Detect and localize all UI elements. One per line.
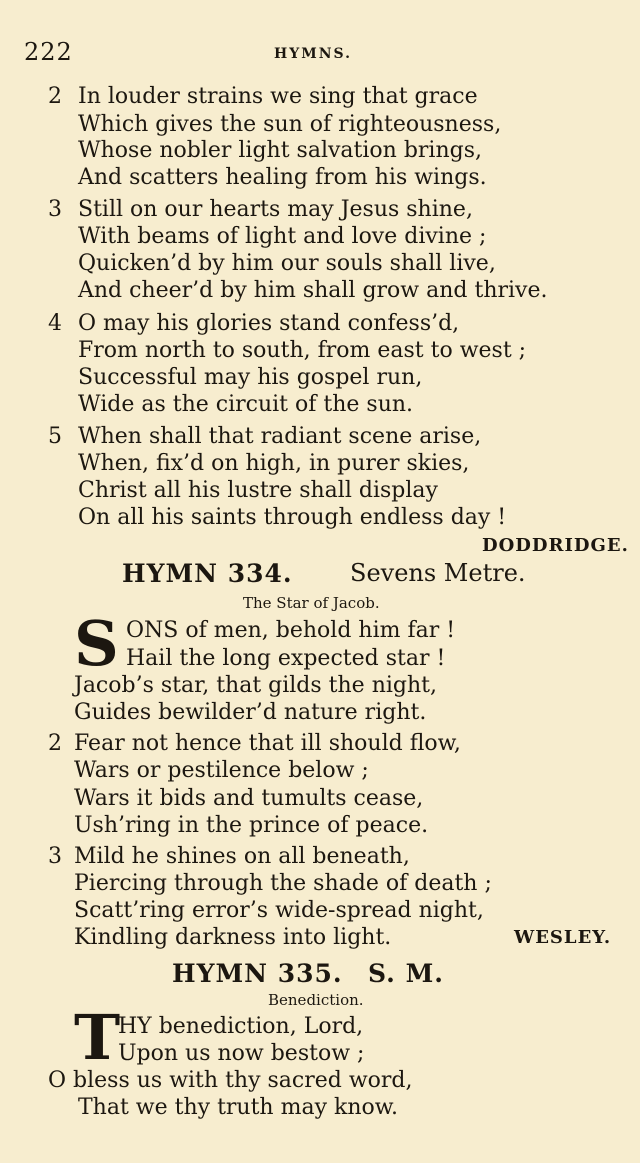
verse-line: When, fix’d on high, in purer skies, (78, 451, 470, 476)
stanza-number: 3 (48, 844, 62, 869)
page-header (24, 38, 616, 72)
verse-line: Jacob’s star, that gilds the night, (74, 673, 437, 698)
verse-line: Mild he shines on all beneath, (74, 844, 410, 869)
verse-line: In louder strains we sing that grace (78, 84, 478, 109)
verse-line: Guides bewilder’d nature right. (74, 700, 427, 725)
verse-line: Wars it bids and tumults cease, (74, 786, 424, 811)
verse-line: Wars or pestilence below ; (74, 758, 369, 783)
verse-line: When shall that radiant scene arise, (78, 424, 482, 449)
stanza-number: 5 (48, 424, 62, 449)
verse-line: Upon us now bestow ; (118, 1041, 365, 1066)
verse-line: Hail the long expected star ! (126, 646, 446, 671)
verse-line: ONS of men, behold him far ! (126, 618, 456, 643)
verse-line: Christ all his lustre shall display (78, 478, 438, 503)
running-head: HYMNS. (274, 46, 353, 62)
stanza-number: 3 (48, 197, 62, 222)
author-attribution: DODDRIDGE. (482, 535, 629, 556)
page-number: 222 (24, 38, 73, 66)
hymn-subtitle: Benediction. (268, 991, 364, 1009)
hymn-meter: S. M. (368, 959, 444, 988)
verse-line: On all his saints through endless day ! (78, 505, 507, 530)
hymn-subtitle: The Star of Jacob. (243, 594, 380, 612)
verse-line: Ush’ring in the prince of peace. (74, 813, 429, 838)
verse-line: Quicken’d by him our souls shall live, (78, 251, 496, 276)
verse-line: Piercing through the shade of death ; (74, 871, 492, 896)
stanza-number: 2 (48, 731, 62, 756)
hymn-title: HYMN 335. (172, 959, 343, 988)
stanza-number: 2 (48, 84, 62, 109)
verse-line: Wide as the circuit of the sun. (78, 392, 414, 417)
verse-line: And scatters healing from his wings. (78, 165, 487, 190)
drop-cap: S (74, 607, 119, 680)
verse-line: With beams of light and love divine ; (78, 224, 487, 249)
drop-cap: T (74, 1001, 121, 1074)
verse-line: From north to south, from east to west ; (78, 338, 527, 363)
verse-line: Whose nobler light salvation brings, (78, 138, 482, 163)
verse-line: O may his glories stand confess’d, (78, 311, 460, 336)
hymn-meter: Sevens Metre. (350, 559, 526, 587)
verse-line: Scatt’ring error’s wide-spread night, (74, 898, 484, 923)
verse-line: Kindling darkness into light. (74, 925, 392, 950)
author-attribution: WESLEY. (514, 927, 612, 948)
verse-line: Fear not hence that ill should flow, (74, 731, 461, 756)
verse-line: Successful may his gospel run, (78, 365, 423, 390)
verse-line: And cheer’d by him shall grow and thrive. (78, 278, 548, 303)
hymn-title: HYMN 334. (122, 559, 293, 588)
stanza-number: 4 (48, 311, 62, 336)
verse-line: That we thy truth may know. (78, 1095, 398, 1120)
verse-line: O bless us with thy sacred word, (48, 1068, 413, 1093)
verse-line: Which gives the sun of righteousness, (78, 112, 502, 137)
verse-line: Still on our hearts may Jesus shine, (78, 197, 473, 222)
verse-line: HY benediction, Lord, (118, 1014, 364, 1039)
